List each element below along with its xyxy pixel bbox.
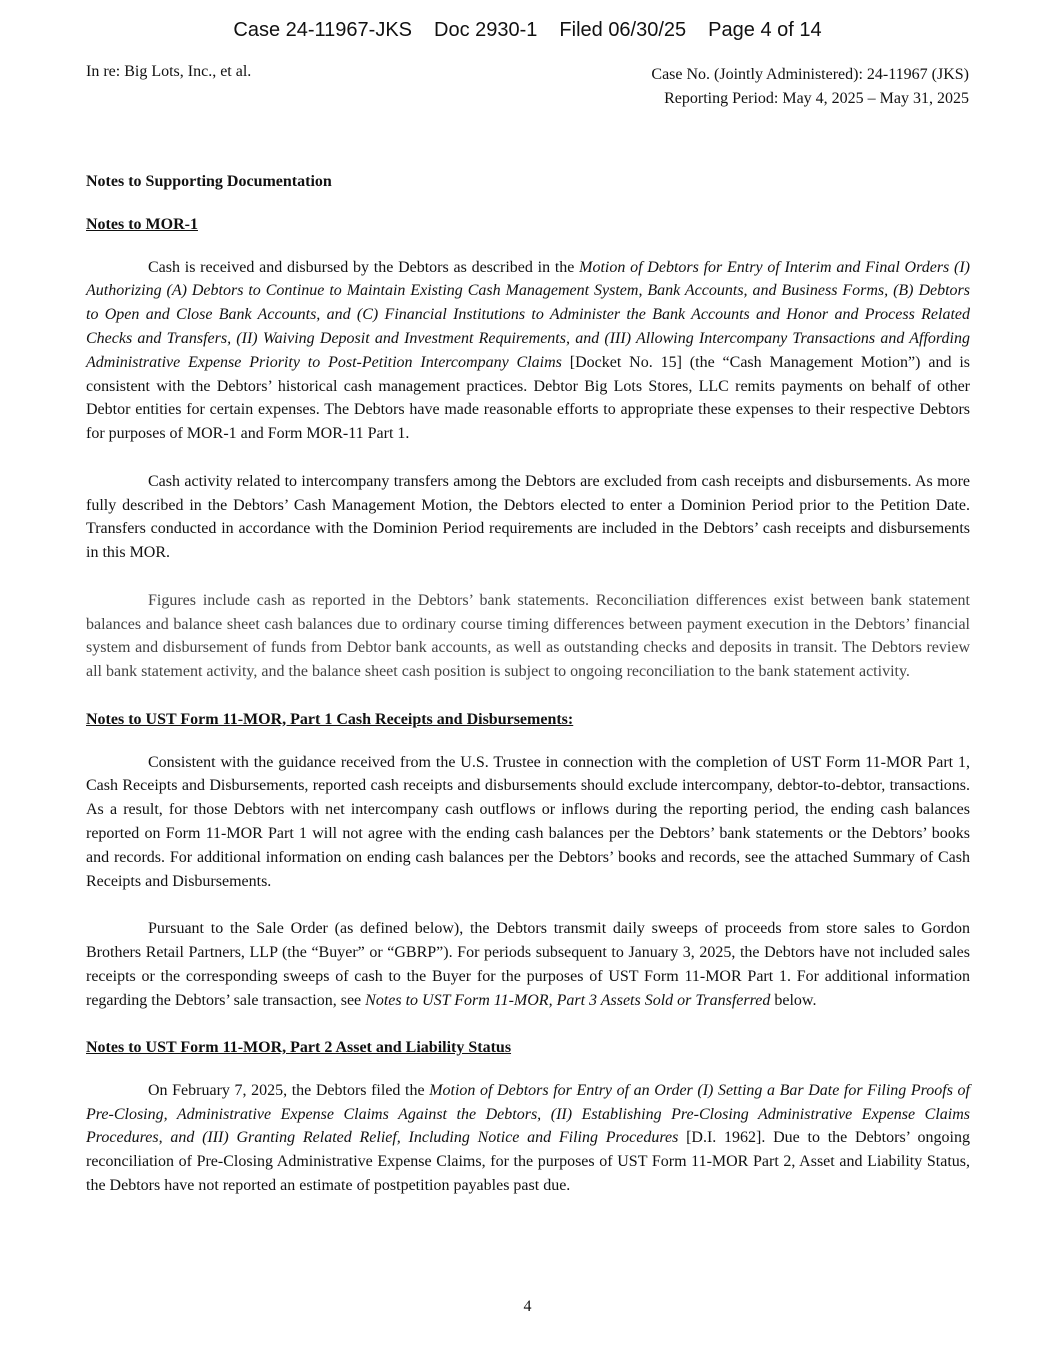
text-run: On February 7, 2025, the Debtors filed the [148, 1081, 430, 1099]
text-run: Cash is received and disbursed by the Debtors as described in the [148, 258, 580, 276]
page-number: 4 [523, 1298, 532, 1315]
paragraph [86, 1079, 970, 1198]
stamp-filed: Filed 06/30/25 [559, 19, 687, 41]
case-caption: In re: Big Lots, Inc., et al. [86, 63, 252, 80]
motion-title: Motion of Debtors for Entry of an Order (I) Setting a Bar Date for Filing Proofs of Pre-Closing, Administrative Expense Claims Against the Debtors, (II) Establishing Pre-Closing Administrative Expense Claims Procedures, and (III) Granting Related Relief, Including Notice and Filing Procedures [86, 1081, 970, 1147]
document-body [86, 170, 970, 1222]
paragraph [86, 917, 970, 1012]
paragraph [86, 256, 970, 446]
court-filing-stamp [0, 19, 1055, 42]
document-title: Notes to Supporting Documentation [86, 173, 332, 190]
text-run: Pursuant to the Sale Order (as defined below), the Debtors transmit daily sweeps of proceeds from store sales to Gordon Brothers Retail Partners, LLP (the “Buyer” or “GBRP”). For periods subsequent to January 3, 2025, the Debtors have not included sales receipts or the corresponding sweeps of cash to the Buyer for the purposes of UST Form 11-MOR Part 1. For additional information regarding the Debtors’ sale transaction, see [86, 920, 970, 1009]
paragraph: Figures include cash as reported in the Debtors’ bank statements. Reconciliation differences exist between bank statement balances and balance sheet cash balances due to ordinary course timing differences between payment execution in the Debtors’ financial system and disbursement of funds from Debtor bank accounts, as well as outstanding checks and deposits in transit. The Debtors review all bank statement activity, and the balance sheet cash position is subject to ongoing reconciliation to the bank statement activity. [86, 591, 970, 681]
paragraph: Cash activity related to intercompany transfers among the Debtors are excluded from cash receipts and disbursements. As more fully described in the Debtors’ Cash Management Motion, the Debtors elected to enter a Dominion Period prior to the Petition Date. Transfers conducted in accordance with the Dominion Period requirements are included in the Debtors’ cash receipts and disbursements in this MOR. [86, 472, 970, 562]
stamp-case: Case 24-11967-JKS [233, 19, 412, 41]
cross-reference: Notes to UST Form 11-MOR, Part 3 Assets Sold or Transferred [365, 991, 771, 1009]
stamp-page: Page 4 of 14 [708, 19, 822, 41]
case-info [651, 63, 969, 111]
reporting-period: Reporting Period: May 4, 2025 – May 31, 2025 [664, 90, 969, 107]
text-run: below. [770, 991, 817, 1009]
text-run: [D.I. 1962]. Due to the Debtors’ ongoing reconciliation of Pre-Closing Administrative Expense Claims, for the purposes of UST Form 11-MOR Part 2, Asset and Liability Status, the Debtors have not reported an estimate of postpetition payables past due. [86, 1129, 971, 1195]
section-heading-part2: Notes to UST Form 11-MOR, Part 2 Asset and Liability Status [86, 1039, 512, 1057]
motion-title: Motion of Debtors for Entry of Interim and Final Orders (I) Authorizing (A) Debtors to Continue to Maintain Existing Cash Management System, Bank Accounts, and Business Forms, (B) Debtors to Open and Close Bank Accounts, and (C) Financial Institutions to Administer the Bank Accounts and Honor and Process Related Checks and Transfers, (II) Waiving Deposit and Investment Requirements, and (III) Allowing Intercompany Transactions and Affording Administrative Expense Priority to Post-Petition Intercompany Claims [86, 258, 971, 371]
case-number: Case No. (Jointly Administered): 24-11967 (JKS) [651, 66, 969, 83]
text-run: [Docket No. 15] (the “Cash Management Motion”) and is consistent with the Debtors’ historical cash management practices. Debtor Big Lots Stores, LLC remits payments on behalf of other Debtor entities for certain expenses. The Debtors have made reasonable efforts to appropriate these expenses to their respective Debtors for purposes of MOR-1 and Form MOR-11 Part 1. [86, 353, 970, 443]
section-heading-part1: Notes to UST Form 11-MOR, Part 1 Cash Receipts and Disbursements: [86, 710, 574, 728]
section-heading-mor1: Notes to MOR-1 [86, 215, 198, 233]
paragraph: Consistent with the guidance received from the U.S. Trustee in connection with the completion of UST Form 11-MOR Part 1, Cash Receipts and Disbursements, reported cash receipts and disbursements should exclude intercompany, debtor-to-debtor, transactions. As a result, for those Debtors with net intercompany cash outflows or inflows during the reporting period, the ending cash balances reported on Form 11-MOR Part 1 will not agree with the ending cash balances per the Debtors’ bank statements or the Debtors’ books and records. For additional information on ending cash balances per the Debtors’ books and records, see the attached Summary of Cash Receipts and Disbursements. [86, 753, 970, 890]
stamp-doc: Doc 2930-1 [434, 19, 538, 41]
